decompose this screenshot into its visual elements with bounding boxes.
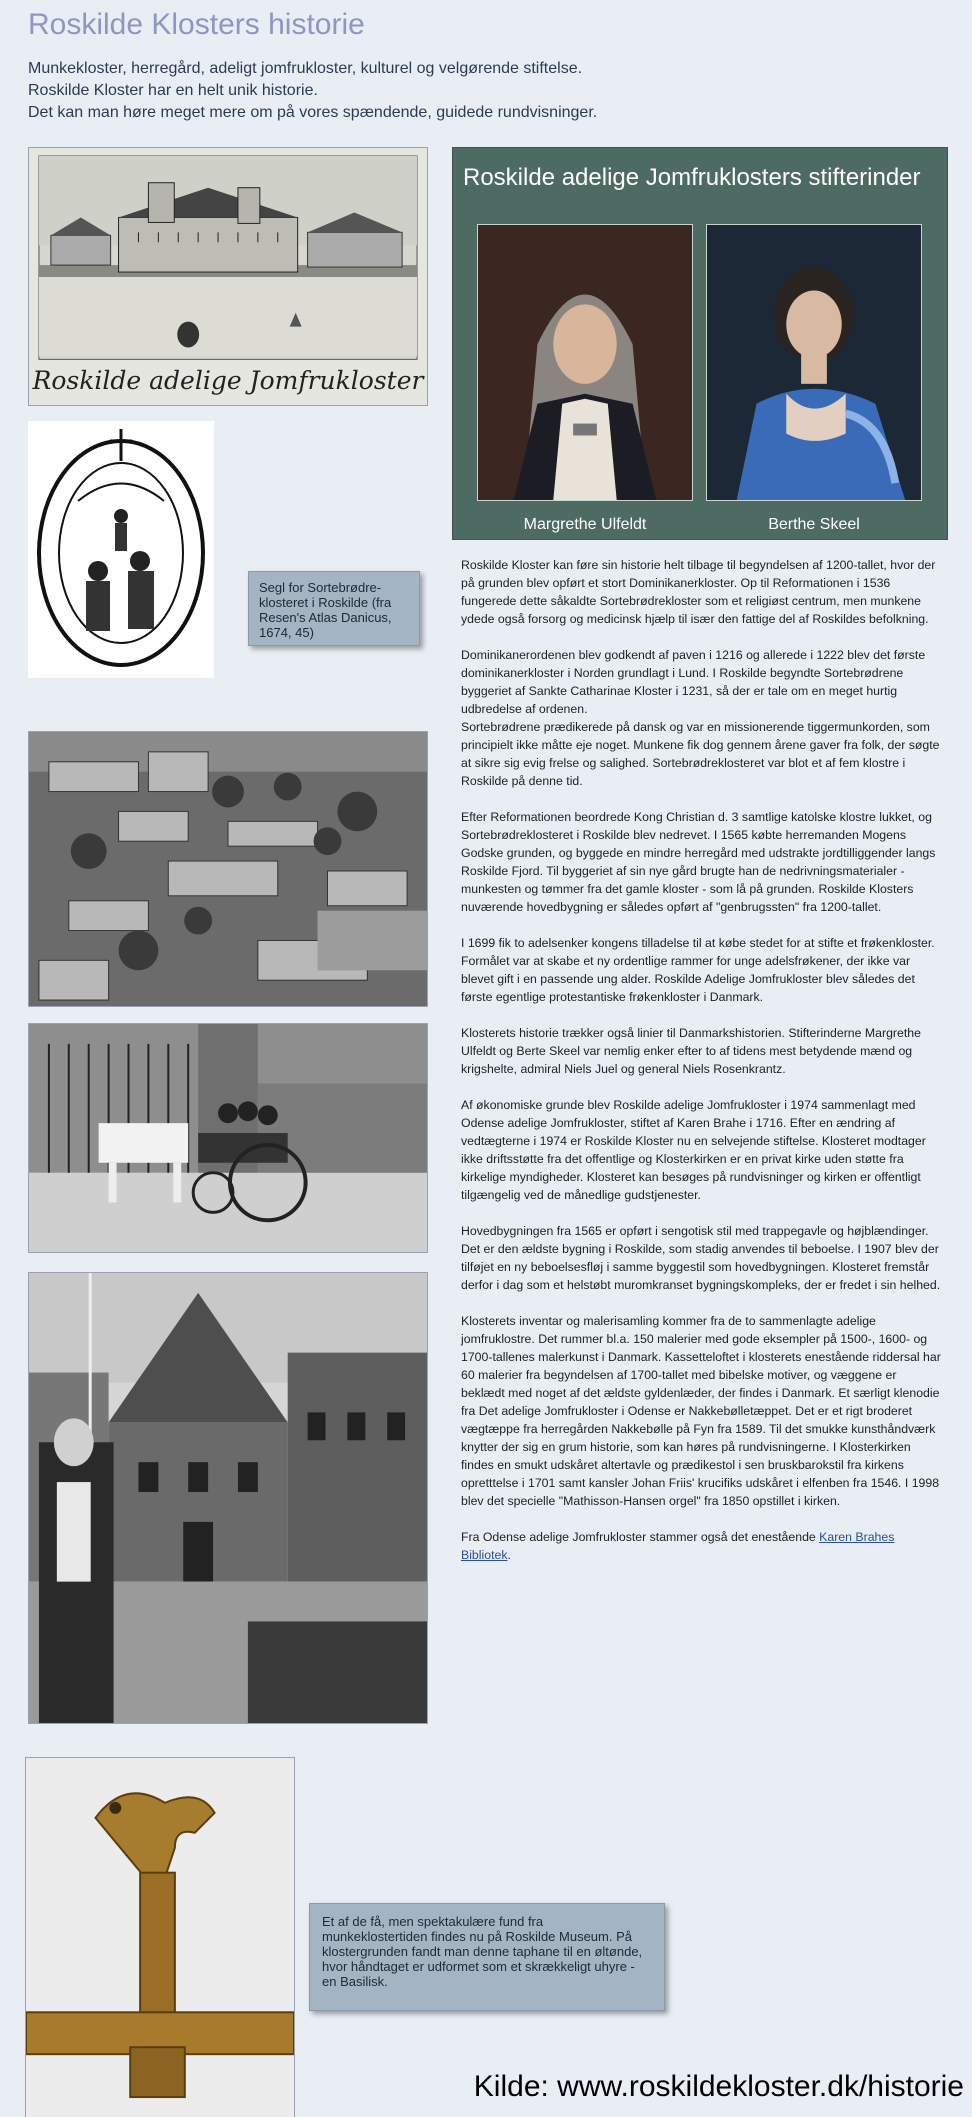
carriage-photo (28, 1023, 428, 1253)
intro-line-3: Det kan man høre meget mere om på vores spændende, guidede rundvisninger. (28, 104, 598, 121)
founders-panel (452, 147, 948, 540)
founder-name-1: Margrethe Ulfeldt (523, 516, 647, 533)
intro-line-1: Munkekloster, herregård, adeligt jomfrukloster, kulturel og velgørende stiftelse. (28, 60, 583, 77)
building-photo (28, 1272, 428, 1724)
tap-photo-drawing (26, 1758, 294, 2117)
aerial-photo-drawing (29, 732, 427, 1006)
article-paragraph-10 (461, 1528, 941, 1564)
page-title: Roskilde Klosters historie (28, 8, 365, 41)
carriage-photo-drawing (29, 1024, 427, 1252)
karen-brahes-bibliotek-link[interactable]: Karen Brahes Bibliotek (461, 1530, 895, 1562)
article-paragraph-7: Af økonomiske grunde blev Roskilde adelige Jomfrukloster i 1974 sammenlagt med Odense adelige Jomfrukloster, stiftet af Karen Brahe i 1716. Efter en ændring af vedtægterne i 1974 er Roskilde Kloster nu en selvejende stiftelse. Klosteret modtager ikke driftsstøtte fra det offentlige og Klosterkirken er en privat kirke uden støtte fra kirkelige myndigheder. Klosteret kan besøges på rundvisninger og kirken er offentligt tilgængelig ved de månedlige gudstjenester. (461, 1098, 926, 1202)
seal-image (28, 421, 214, 678)
last-paragraph-end: . (507, 1548, 511, 1562)
article-paragraph-6: Klosterets historie trækker også linier til Danmarkshistorien. Stifterinderne Margrethe Ulfeldt og Berte Skeel var nemlig enker efter to af tidens mest betydende mænd og krigshelte, admiral Niels Juel og general Niels Rosenkrantz. (461, 1026, 921, 1076)
founder-name-2: Berthe Skeel (768, 516, 860, 533)
seal-caption: Segl for Sortebrødre-klosteret i Roskilde (fra Resen's Atlas Danicus, 1674, 45) (248, 571, 420, 646)
article-paragraph-1: Roskilde Kloster kan føre sin historie helt tilbage til begyndelsen af 1200-tallet, hvor der på grunden blev opført et stort Dominikanerkloster. Op til Reformationen i 1536 fungerede dette såkaldte Sortebrødrekloster som et religiøst centrum, men munkene ydede også forsorg og medicinsk hjælp til især den fattige del af Roskildes befolkning. (461, 558, 936, 626)
building-photo-drawing (29, 1273, 427, 1723)
engraving-image (28, 147, 428, 406)
aerial-photo (28, 731, 428, 1007)
article-paragraph-9: Klosterets inventar og malerisamling kommer fra de to sammenlagte adelige jomfruklostre. Det rummer bl.a. 150 malerier med gode eksempler på 1500-, 1600- og 1700-tallenes malerkunst i Danmark. Kassetteloftet i klosterets enestående riddersal har 60 malerier fra begyndelsen af 1700-tallet med bibelske motiver, og væggene er beklædt med noget af det ældste gyldenlæder, der findes i Danmark. Et særligt klenodie fra Det adelige Jomfrukloster i Odense er Nakkebølletæppet. Det er et rigt broderet vægtæppe fra herregården Nakkebølle på Fyn fra 1589. Til det smukke kunsthåndværk knytter der sig en grum historie, som kan høres på rundvisningerne. I Klosterkirken findes en smukt udskåret altertavle og prædikestol i sen bruskbarokstil fra kirkens opretttelse i 1701 samt kansler Johan Friis' krucifiks udskåret i elfenben fra 1546. I 1998 blev det specielle "Mathisson-Hansen orgel" fra 1850 opstillet i kirken. (461, 1314, 941, 1508)
article-paragraph-8: Hovedbygningen fra 1565 er opført i sengotisk stil med trappegavle og højblændinger. Det er den ældste bygning i Roskilde, som stadig anvendes til beboelse. I 1907 blev der tilføjet en ny beboelsesfløj i samme byggestil som hovedbygningen. Klosteret fremstår derfor i dag som et helstøbt muromkranset bygningskompleks, der er fredet i sin helhed. (461, 1224, 941, 1292)
source-line: Kilde: www.roskildekloster.dk/historie (473, 2070, 964, 2103)
tap-caption: Et af de få, men spektakulære fund fra munkeklostertiden findes nu på Roskilde Museum. På klostergrunden fandt man denne taphane til en øltønde, hvor håndtaget er udformet som et skrækkeligt uhyre - en Basilisk. (309, 1903, 665, 2011)
founders-panel-title: Roskilde adelige Jomfruklosters stifterinder (463, 164, 921, 191)
intro-line-2: Roskilde Kloster har en helt unik historie. (28, 82, 318, 99)
portrait-berthe-drawing (707, 225, 921, 500)
article-paragraph-2: Dominikanerordenen blev godkendt af paven i 1216 og allerede i 1222 blev det første dominikanerkloster i Norden grundlagt i Lund. I Roskilde begyndte Sortebrødrene byggeriet af Sankte Catharinae Kloster i 1231, så der er tale om en meget hurtig udbredelse af ordenen. (461, 648, 926, 716)
engraving-caption: Roskilde adelige Jomfrukloster (32, 366, 424, 395)
portrait-berthe-skeel (706, 224, 922, 501)
tap-photo (25, 1757, 295, 2117)
article-paragraph-3: Sortebrødrene prædikerede på dansk og var en missionerende tiggermunkorden, som principielt ikke måtte eje noget. Munkene fik dog gennem årene gaver fra folk, der søgte at sikre sig evig frelse og salighed. Sortebrødreklosteret var blot et af fem klostre i Roskilde på denne tid. (461, 720, 940, 788)
article-paragraph-5: I 1699 fik to adelsenker kongens tilladelse til at købe stedet for at stifte et frøkenkloster. Formålet var at skabe et ny ordentlige rammer for unge adelsfrøkener, der ikke var blevet gift i en passende ung alder. Roskilde Adelige Jomfrukloster blev således det første egentlige protestantiske frøkenkloster i Danmark. (461, 936, 935, 1004)
article-body (461, 556, 941, 1582)
article-paragraph-4: Efter Reformationen beordrede Kong Christian d. 3 samtlige katolske klostre lukket, og Sortebrødreklosteret i Roskilde blev nedrevet. I 1565 købte herremanden Mogens Godske grunden, og byggede en mindre herregård med udstrakte jordtilliggender langs Roskilde Fjord. Til byggeriet af sin nye gård brugte han de nedrivningsmaterialer - munkesten og tømmer fra det gamle kloster - som lå på grunden. Roskilde Klosters nuværende hovedbygning er således opført af "genbrugssten" fra 1200-tallet. (461, 810, 936, 914)
seal-drawing (28, 421, 214, 678)
portrait-margrethe-ulfeldt (477, 224, 693, 501)
portrait-margrethe-drawing (478, 225, 692, 500)
last-paragraph-text: Fra Odense adelige Jomfrukloster stammer også det enestående (461, 1530, 820, 1544)
